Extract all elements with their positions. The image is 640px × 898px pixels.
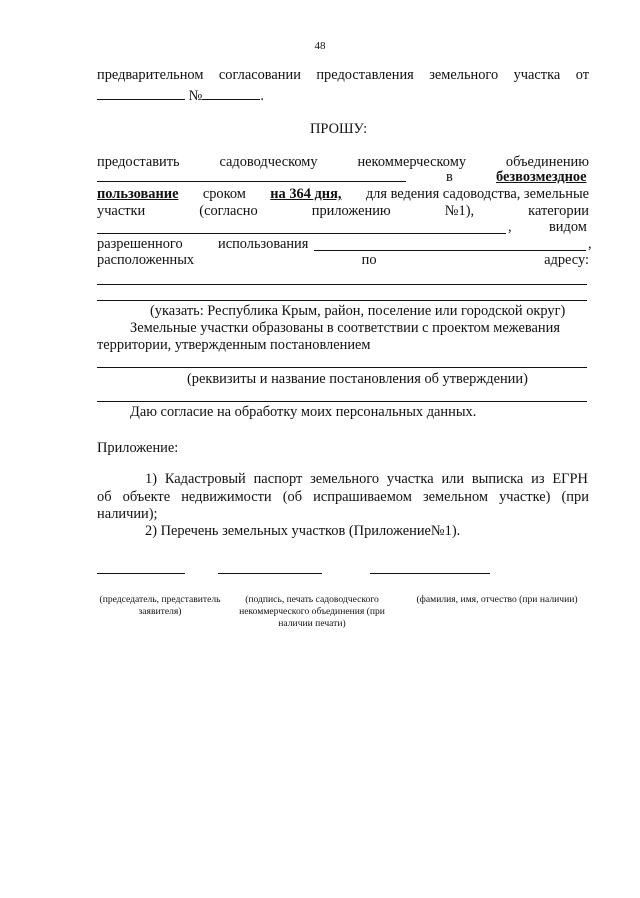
request-line-7 [97, 252, 589, 269]
kind-word: видом [549, 219, 587, 235]
word: участка [513, 67, 561, 83]
date-blank [97, 87, 185, 100]
appendix-item-1-line-2 [97, 489, 589, 506]
word: категории [528, 203, 589, 219]
decree-line-2 [97, 401, 587, 402]
request-line-3 [97, 186, 589, 203]
request-heading: ПРОШУ: [310, 121, 368, 137]
word: некоммерческому [357, 154, 467, 170]
word: садоводческому [219, 154, 318, 170]
request-line-4 [97, 203, 589, 220]
word: из [531, 471, 545, 487]
survey-line-2: территории, утвержденным постановлением [97, 337, 371, 353]
word: ЕГРН [552, 471, 588, 487]
appendix-item-1-line-1 [145, 471, 588, 488]
word: земельном [422, 489, 488, 505]
comma: , [588, 236, 592, 252]
word: (об [282, 489, 303, 505]
signature-caption-1-line-1: (председатель, представитель [99, 594, 221, 605]
address-hint: (указать: Республика Крым, район, поселение или городской округ) [150, 303, 566, 319]
signature-line-2 [218, 573, 322, 574]
word: согласовании [218, 67, 301, 83]
word: участке) [499, 489, 551, 505]
decree-line-1 [97, 367, 587, 368]
intro-line-1 [97, 67, 589, 84]
signature-caption-3-line-1: (фамилия, имя, отчество (при наличии) [416, 594, 578, 605]
permitted-use-line [314, 250, 586, 251]
signature-line-3 [370, 573, 490, 574]
word: (согласно [199, 203, 258, 219]
intro-line-2: № . [97, 87, 264, 105]
purpose-text: для ведения садоводства, земельные [365, 186, 589, 202]
word: расположенных [97, 252, 195, 268]
word: испрашиваемом [313, 489, 412, 505]
word: предоставить [97, 154, 180, 170]
word: объекте [122, 489, 171, 505]
organization-name-line [97, 181, 406, 182]
word: 1) [145, 471, 157, 487]
word: об [97, 489, 112, 505]
word: Кадастровый [164, 471, 246, 487]
consent-text: Даю согласие на обработку моих персональных данных. [130, 404, 477, 420]
survey-line-1: Земельные участки образованы в соответствии с проектом межевания [130, 320, 560, 336]
address-line-2 [97, 300, 587, 301]
usage-term: пользование [97, 186, 179, 202]
word: земельного [310, 471, 380, 487]
word: по [361, 252, 377, 268]
word: или [441, 471, 465, 487]
word: недвижимости [181, 489, 272, 505]
free-term: безвозмездное [496, 169, 587, 185]
address-line-1 [97, 284, 587, 285]
request-line-6-a: разрешенного [97, 236, 183, 252]
word: выписка [471, 471, 524, 487]
word: сроком [202, 186, 246, 202]
number-sign: № [188, 88, 203, 104]
word: предварительном [97, 67, 204, 83]
word-in: в [446, 169, 453, 185]
request-line-6-b: использования [218, 236, 309, 252]
word: паспорт [253, 471, 303, 487]
word: земельного [429, 67, 499, 83]
number-blank [202, 87, 260, 100]
comma: , [508, 219, 512, 235]
word: участка [386, 471, 434, 487]
word: адресу: [544, 252, 589, 268]
word: объединению [505, 154, 589, 170]
word: от [575, 67, 589, 83]
signature-caption-1-line-2: заявителя) [138, 606, 182, 617]
appendix-item-1-line-3: наличии); [97, 506, 158, 522]
decree-hint: (реквизиты и название постановления об утверждении) [187, 371, 528, 387]
word: (при [561, 489, 589, 505]
signature-caption-2-line-3: наличии печати) [278, 618, 346, 629]
page-number: 48 [314, 40, 326, 52]
appendix-item-2: 2) Перечень земельных участков (Приложение№1). [145, 523, 461, 539]
signature-caption-2-line-1: (подпись, печать садоводческого [245, 594, 379, 605]
signature-caption-2-line-2: некоммерческого объединения (при [239, 606, 385, 617]
category-line [97, 233, 506, 234]
signature-line-1 [97, 573, 185, 574]
days-term: на 364 дня, [270, 186, 342, 202]
word: №1), [444, 203, 475, 219]
word: предоставления [316, 67, 414, 83]
word: участки [97, 203, 146, 219]
appendix-heading: Приложение: [97, 440, 179, 456]
word: приложению [311, 203, 391, 219]
